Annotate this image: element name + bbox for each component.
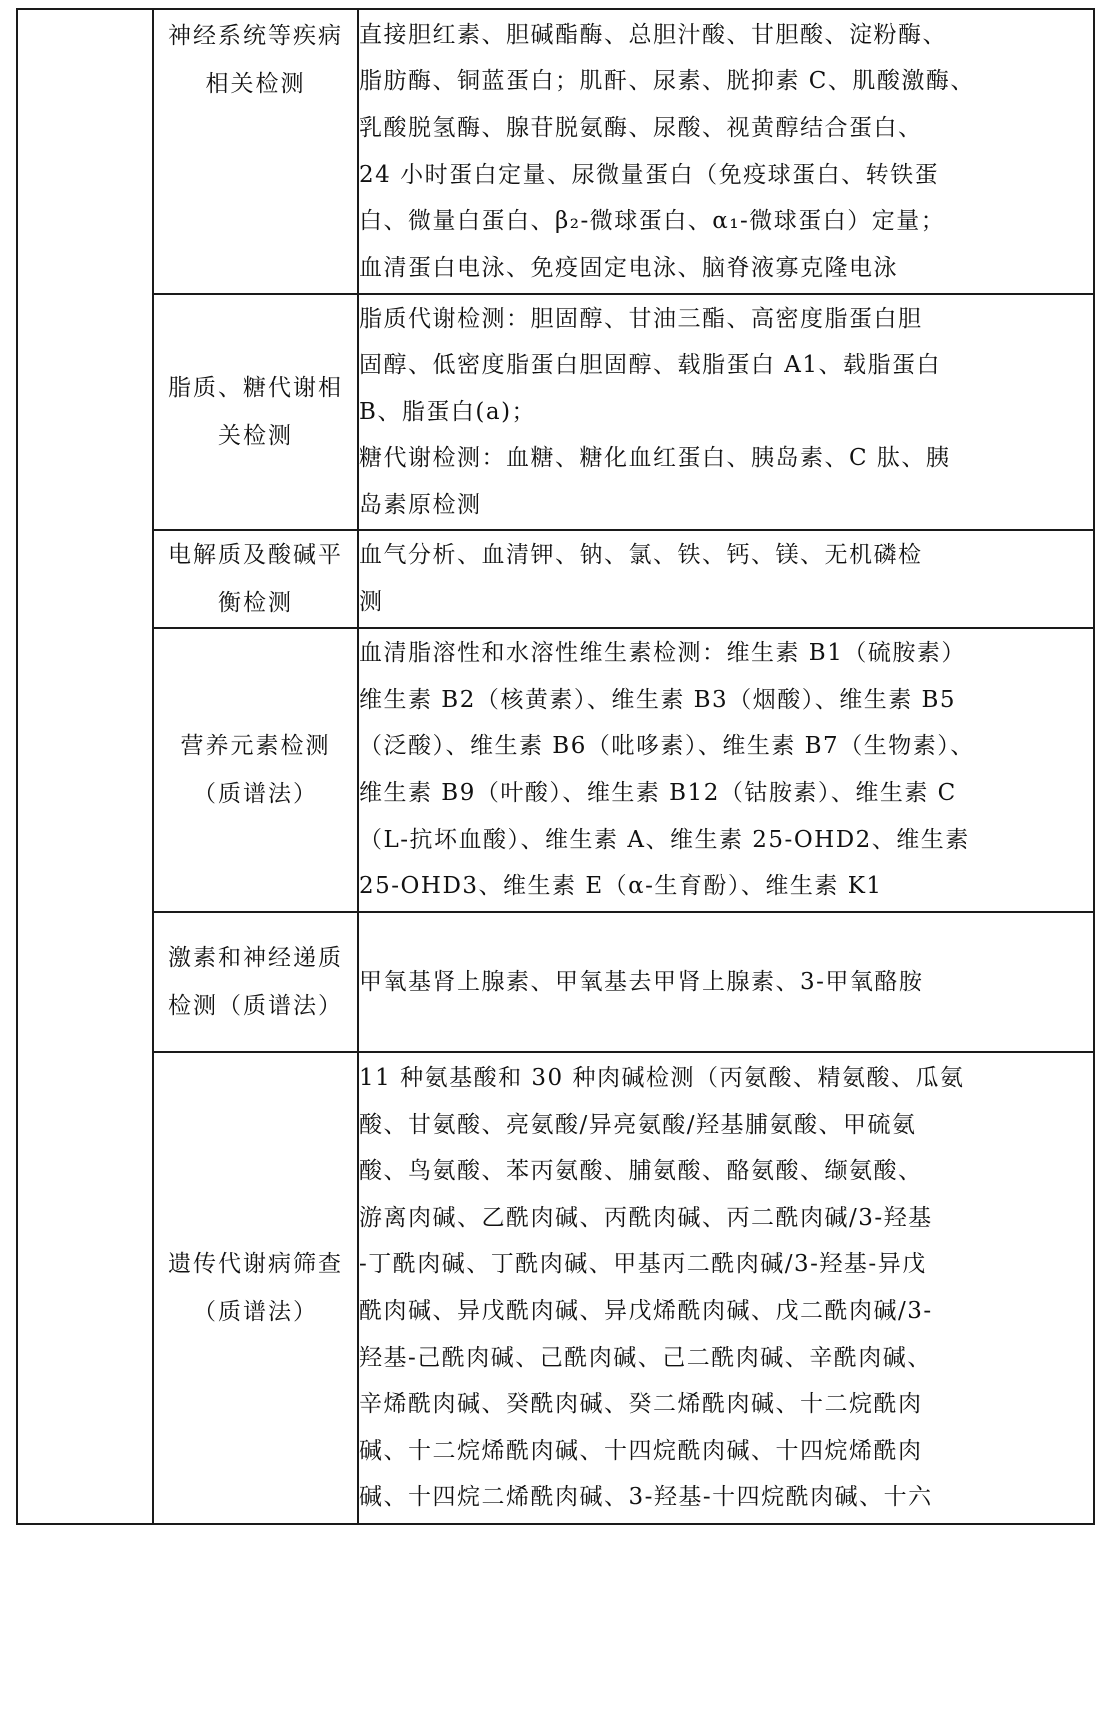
detail-line: 酸、甘氨酸、亮氨酸/异亮氨酸/羟基脯氨酸、甲硫氨	[359, 1111, 917, 1138]
table-row	[17, 1052, 1094, 1524]
category-line: 相关检测	[205, 71, 306, 97]
category-line: 脂质、糖代谢相	[168, 375, 343, 401]
category-cell	[153, 1052, 358, 1524]
detail-line: 血气分析、血清钾、钠、氯、铁、钙、镁、无机磷检	[359, 542, 923, 569]
detail-line: 白、微量白蛋白、β₂-微球蛋白、α₁-微球蛋白）定量；	[359, 208, 946, 235]
detail-line: 血清脂溶性和水溶性维生素检测：维生素 B1（硫胺素）	[359, 640, 966, 667]
category-line: （质谱法）	[193, 1299, 318, 1325]
detail-line: B、脂蛋白(a)；	[359, 398, 537, 425]
detail-line: 羟基-己酰肉碱、己酰肉碱、己二酰肉碱、辛酰肉碱、	[359, 1344, 932, 1371]
detail-line: 乳酸脱氢酶、腺苷脱氨酶、尿酸、视黄醇结合蛋白、	[359, 114, 923, 141]
category-cell	[153, 294, 358, 530]
detail-line: 游离肉碱、乙酰肉碱、丙酰肉碱、丙二酰肉碱/3-羟基	[359, 1204, 933, 1231]
category-line: 检测（质谱法）	[168, 993, 343, 1019]
detail-line: 11 种氨基酸和 30 种肉碱检测（丙氨酸、精氨酸、瓜氨	[359, 1065, 965, 1092]
detail-cell	[358, 1052, 1094, 1524]
detail-line: -丁酰肉碱、丁酰肉碱、甲基丙二酰肉碱/3-羟基-异戊	[359, 1251, 927, 1278]
detail-line: 直接胆红素、胆碱酯酶、总胆汁酸、甘胆酸、淀粉酶、	[359, 21, 947, 48]
category-line: 激素和神经递质	[168, 945, 343, 971]
category-cell	[153, 912, 358, 1052]
category-cell	[153, 628, 358, 912]
detail-line: 测	[359, 589, 384, 615]
detail-cell	[358, 530, 1094, 628]
category-line: 营养元素检测	[180, 733, 331, 759]
table-row	[17, 530, 1094, 628]
test-items-table	[16, 8, 1095, 1525]
detail-line: 维生素 B2（核黄素）、维生素 B3（烟酸）、维生素 B5	[359, 686, 957, 713]
detail-line: 25-OHD3、维生素 E（α-生育酚）、维生素 K1	[359, 873, 883, 900]
table-row	[17, 9, 1094, 294]
merged-first-column-cell	[17, 9, 153, 1524]
table-row	[17, 294, 1094, 530]
detail-line: 岛素原检测	[359, 491, 482, 518]
detail-line: （L-抗坏血酸）、维生素 A、维生素 25-OHD2、维生素	[359, 826, 970, 853]
detail-line: 甲氧基肾上腺素、甲氧基去甲肾上腺素、3-甲氧酪胺	[359, 968, 924, 995]
category-line: （质谱法）	[193, 781, 318, 807]
category-line: 衡检测	[218, 590, 293, 616]
detail-cell	[358, 9, 1094, 294]
detail-line: 维生素 B9（叶酸）、维生素 B12（钴胺素）、维生素 C	[359, 780, 957, 806]
category-cell	[153, 530, 358, 628]
category-line: 电解质及酸碱平	[168, 542, 343, 568]
detail-line: 酸、鸟氨酸、苯丙氨酸、脯氨酸、酪氨酸、缬氨酸、	[359, 1158, 923, 1185]
detail-line: 脂肪酶、铜蓝蛋白；肌酐、尿素、胱抑素 C、肌酸激酶、	[359, 68, 975, 95]
detail-cell	[358, 912, 1094, 1052]
detail-line: 24 小时蛋白定量、尿微量蛋白（免疫球蛋白、转铁蛋	[359, 161, 940, 188]
detail-line: 碱、十四烷二烯酰肉碱、3-羟基-十四烷酰肉碱、十六	[359, 1484, 933, 1511]
category-cell	[153, 9, 358, 294]
category-line: 神经系统等疾病	[168, 23, 343, 49]
detail-cell	[358, 294, 1094, 530]
detail-line: 血清蛋白电泳、免疫固定电泳、脑脊液寡克隆电泳	[359, 254, 898, 281]
detail-line: 固醇、低密度脂蛋白胆固醇、载脂蛋白 A1、载脂蛋白	[359, 352, 942, 379]
detail-line: （泛酸）、维生素 B6（吡哆素）、维生素 B7（生物素）、	[359, 733, 975, 760]
detail-line: 脂质代谢检测：胆固醇、甘油三酯、高密度脂蛋白胆	[359, 305, 923, 332]
category-line: 关检测	[218, 423, 293, 449]
detail-line: 糖代谢检测：血糖、糖化血红蛋白、胰岛素、C 肽、胰	[359, 445, 951, 472]
detail-line: 辛烯酰肉碱、癸酰肉碱、癸二烯酰肉碱、十二烷酰肉	[359, 1391, 923, 1418]
detail-line: 碱、十二烷烯酰肉碱、十四烷酰肉碱、十四烷烯酰肉	[359, 1437, 923, 1464]
table-row	[17, 912, 1094, 1052]
table-row	[17, 628, 1094, 912]
detail-line: 酰肉碱、异戊酰肉碱、异戊烯酰肉碱、戊二酰肉碱/3-	[359, 1298, 933, 1324]
detail-cell	[358, 628, 1094, 912]
category-line: 遗传代谢病筛查	[168, 1251, 343, 1277]
